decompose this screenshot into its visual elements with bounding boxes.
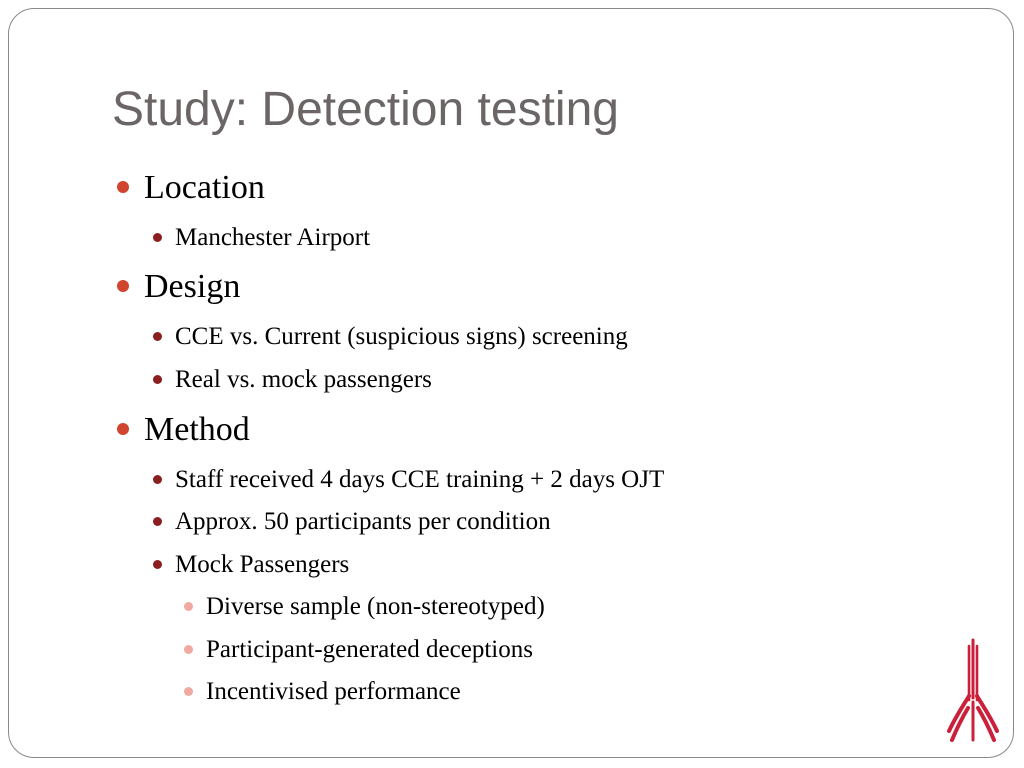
bullet-text: Staff received 4 days CCE training + 2 days OJT bbox=[175, 466, 665, 493]
bullet-text: Mock Passengers bbox=[175, 551, 350, 578]
sub-bullet-marker-icon bbox=[153, 560, 162, 569]
sub-bullet-marker-icon bbox=[153, 375, 162, 384]
bullet-marker-icon bbox=[117, 181, 129, 193]
bullet-text: Manchester Airport bbox=[175, 224, 371, 251]
sub-bullet-marker-icon bbox=[153, 332, 162, 341]
bullet-design bbox=[144, 270, 240, 304]
university-crest-logo-icon bbox=[944, 636, 1002, 744]
bullet-text: CCE vs. Current (suspicious signs) screening bbox=[175, 323, 628, 350]
sub-bullet-method-training bbox=[175, 467, 664, 492]
bullet-marker-icon bbox=[117, 423, 129, 435]
sub-bullet-marker-icon bbox=[153, 233, 162, 242]
bullet-text: Incentivised performance bbox=[206, 678, 461, 705]
bullet-marker-icon bbox=[117, 280, 129, 292]
sub-sub-bullet-deceptions bbox=[206, 637, 533, 662]
sub-bullet-marker-icon bbox=[153, 517, 162, 526]
sub-bullet-method-mock-passengers bbox=[175, 552, 349, 577]
sub-bullet-location-detail bbox=[175, 225, 370, 250]
sub-sub-bullet-marker-icon bbox=[184, 602, 193, 611]
sub-bullet-design-passengers bbox=[175, 367, 432, 392]
sub-sub-bullet-diverse-sample bbox=[206, 594, 545, 619]
bullet-location bbox=[144, 171, 265, 205]
sub-bullet-method-participants bbox=[175, 509, 551, 534]
bullet-text: Approx. 50 participants per condition bbox=[175, 508, 551, 535]
bullet-text: Design bbox=[144, 268, 241, 305]
slide-title: Study: Detection testing bbox=[112, 83, 619, 136]
sub-sub-bullet-marker-icon bbox=[184, 645, 193, 654]
bullet-text: Real vs. mock passengers bbox=[175, 366, 432, 393]
sub-bullet-marker-icon bbox=[153, 475, 162, 484]
bullet-method bbox=[144, 413, 250, 447]
bullet-text: Location bbox=[144, 169, 265, 206]
sub-sub-bullet-marker-icon bbox=[184, 687, 193, 696]
bullet-text: Diverse sample (non-stereotyped) bbox=[206, 593, 545, 620]
sub-bullet-design-comparison bbox=[175, 324, 628, 349]
bullet-text: Participant-generated deceptions bbox=[206, 636, 533, 663]
bullet-text: Method bbox=[144, 411, 250, 448]
sub-sub-bullet-incentivised bbox=[206, 679, 461, 704]
